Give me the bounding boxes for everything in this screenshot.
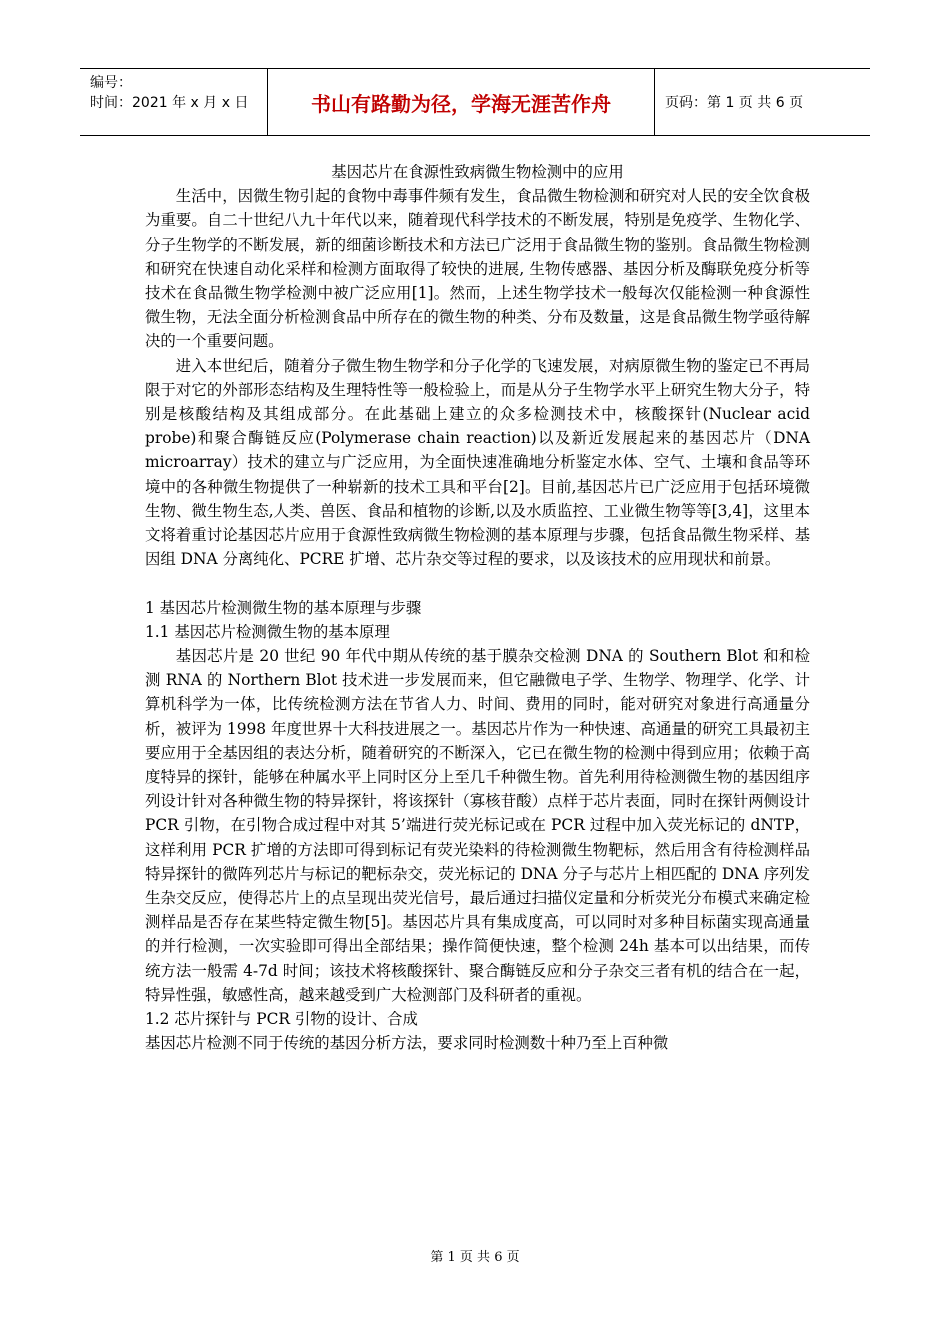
page-header [80, 68, 870, 136]
section-1-1-heading: 1.1 基因芯片检测微生物的基本原理 [145, 622, 390, 641]
header-motto: 书山有路勤为径，学海无涯苦作舟 [268, 69, 655, 135]
section-1-heading: 1 基因芯片检测微生物的基本原理与步骤 [145, 598, 422, 617]
section-1-2-heading: 1.2 芯片探针与 PCR 引物的设计、合成 [145, 1010, 418, 1029]
page-footer: 第 1 页 共 6 页 [430, 1250, 520, 1265]
section-1-2-text: 基因芯片检测不同于传统的基因分析方法，要求同时检测数十种乃至上百种微 [145, 1034, 669, 1053]
document-body [145, 160, 810, 1056]
blank-line [145, 571, 810, 595]
header-page-info: 页码：第 1 页 共 6 页 [665, 95, 804, 111]
section-1-1-text: 基因芯片是 20 世纪 90 年代中期从传统的基于膜杂交检测 DNA 的 Southern Blot 和和检测 RNA 的 Northern Blot 技术进一步发展而来，但它融微电子学、生物学、物理学、化学、计算机科学为一体，比传统检测方法在节省人力、时间、费用的同时，能对研究对象进行高通量分析，被评为 1998 年度世界十大科技进展之一。基因芯片作为一种快速、高通量的研究工具最初主要应用于全基因组的表达分析，随着研究的不断深入，它已在微生物的检测中得到应用；依赖于高度特异的探针，能够在种属水平上同时区分上至几千种微生物。首先利用待检测微生物的基因组序列设计针对各种微生物的特异探针，将该探针（寡核苷酸）点样于芯片表面，同时在探针两侧设计 PCR 引物，在引物合成过程中对其 5’端进行荧光标记或在 PCR 过程中加入荧光标记的 dNTP，这样利用 PCR 扩增的方法即可得到标记有荧光染料的待检测微生物靶标，然后用含有待检测样品特异探针的微阵列芯片与标记的靶标杂交，荧光标记的 DNA 分子与芯片上相匹配的 DNA 序列发生杂交反应，使得芯片上的点呈现出荧光信号，最后通过扫描仪定量和分析荧光分布模式来确定检测样品是否存在某些特定微生物[5]。基因芯片具有集成度高，可以同时对多种目标菌实现高通量的并行检测，一次实验即可得出全部结果；操作简便快速，整个检测 24h 基本可以出结果，而传统方法一般需 4-7d 时间；该技术将核酸探针、聚合酶链反应和分子杂交三者有机的结合在一起，特异性强，敏感性高，越来越受到广大检测部门及科研者的重视。 [145, 647, 810, 1004]
document-title: 基因芯片在食源性致病微生物检测中的应用 [331, 163, 624, 181]
paragraph-intro-1: 生活中，因微生物引起的食物中毒事件频有发生，食品微生物检测和研究对人民的安全饮食极为重要。自二十世纪八九十年代以来，随着现代科学技术的不断发展，特别是免疫学、生物化学、分子生物学的不断发展，新的细菌诊断技术和方法已广泛用于食品微生物的鉴别。食品微生物检测和研究在快速自动化采样和检测方面取得了较快的进展, 生物传感器、基因分析及酶联免疫分析等技术在食品微生物学检测中被广泛应用[1]。然而，上述生物学技术一般每次仅能检测一种食源性微生物，无法全面分析检测食品中所存在的微生物的种类、分布及数量，这是食品微生物学亟待解决的一个重要问题。 [145, 187, 810, 351]
time-label: 时间：2021 年 x 月 x 日 [90, 95, 249, 111]
paragraph-intro-2: 进入本世纪后，随着分子微生物生物学和分子化学的飞速发展，对病原微生物的鉴定已不再局限于对它的外部形态结构及生理特性等一般检验上，而是从分子生物学水平上研究生物大分子，特别是核酸结构及其组成部分。在此基础上建立的众多检测技术中，核酸探针(Nuclear acid probe)和聚合酶链反应(Polymerase chain reaction)以及新近发展起来的基因芯片（DNA microarray）技术的建立与广泛应用，为全面快速准确地分析鉴定水体、空气、土壤和食品等环境中的各种微生物提供了一种崭新的技术工具和平台[2]。目前,基因芯片已广泛应用于包括环境微生物、微生物生态,人类、兽医、食品和植物的诊断,以及水质监控、工业微生物等等[3,4]，这里本文将着重讨论基因芯片应用于食源性致病微生物检测的基本原理与步骤，包括食品微生物采样、基因组 DNA 分离纯化、PCRE 扩增、芯片杂交等过程的要求，以及该技术的应用现状和前景。 [145, 356, 810, 569]
header-meta [80, 69, 268, 135]
number-label: 编号： [90, 75, 132, 91]
